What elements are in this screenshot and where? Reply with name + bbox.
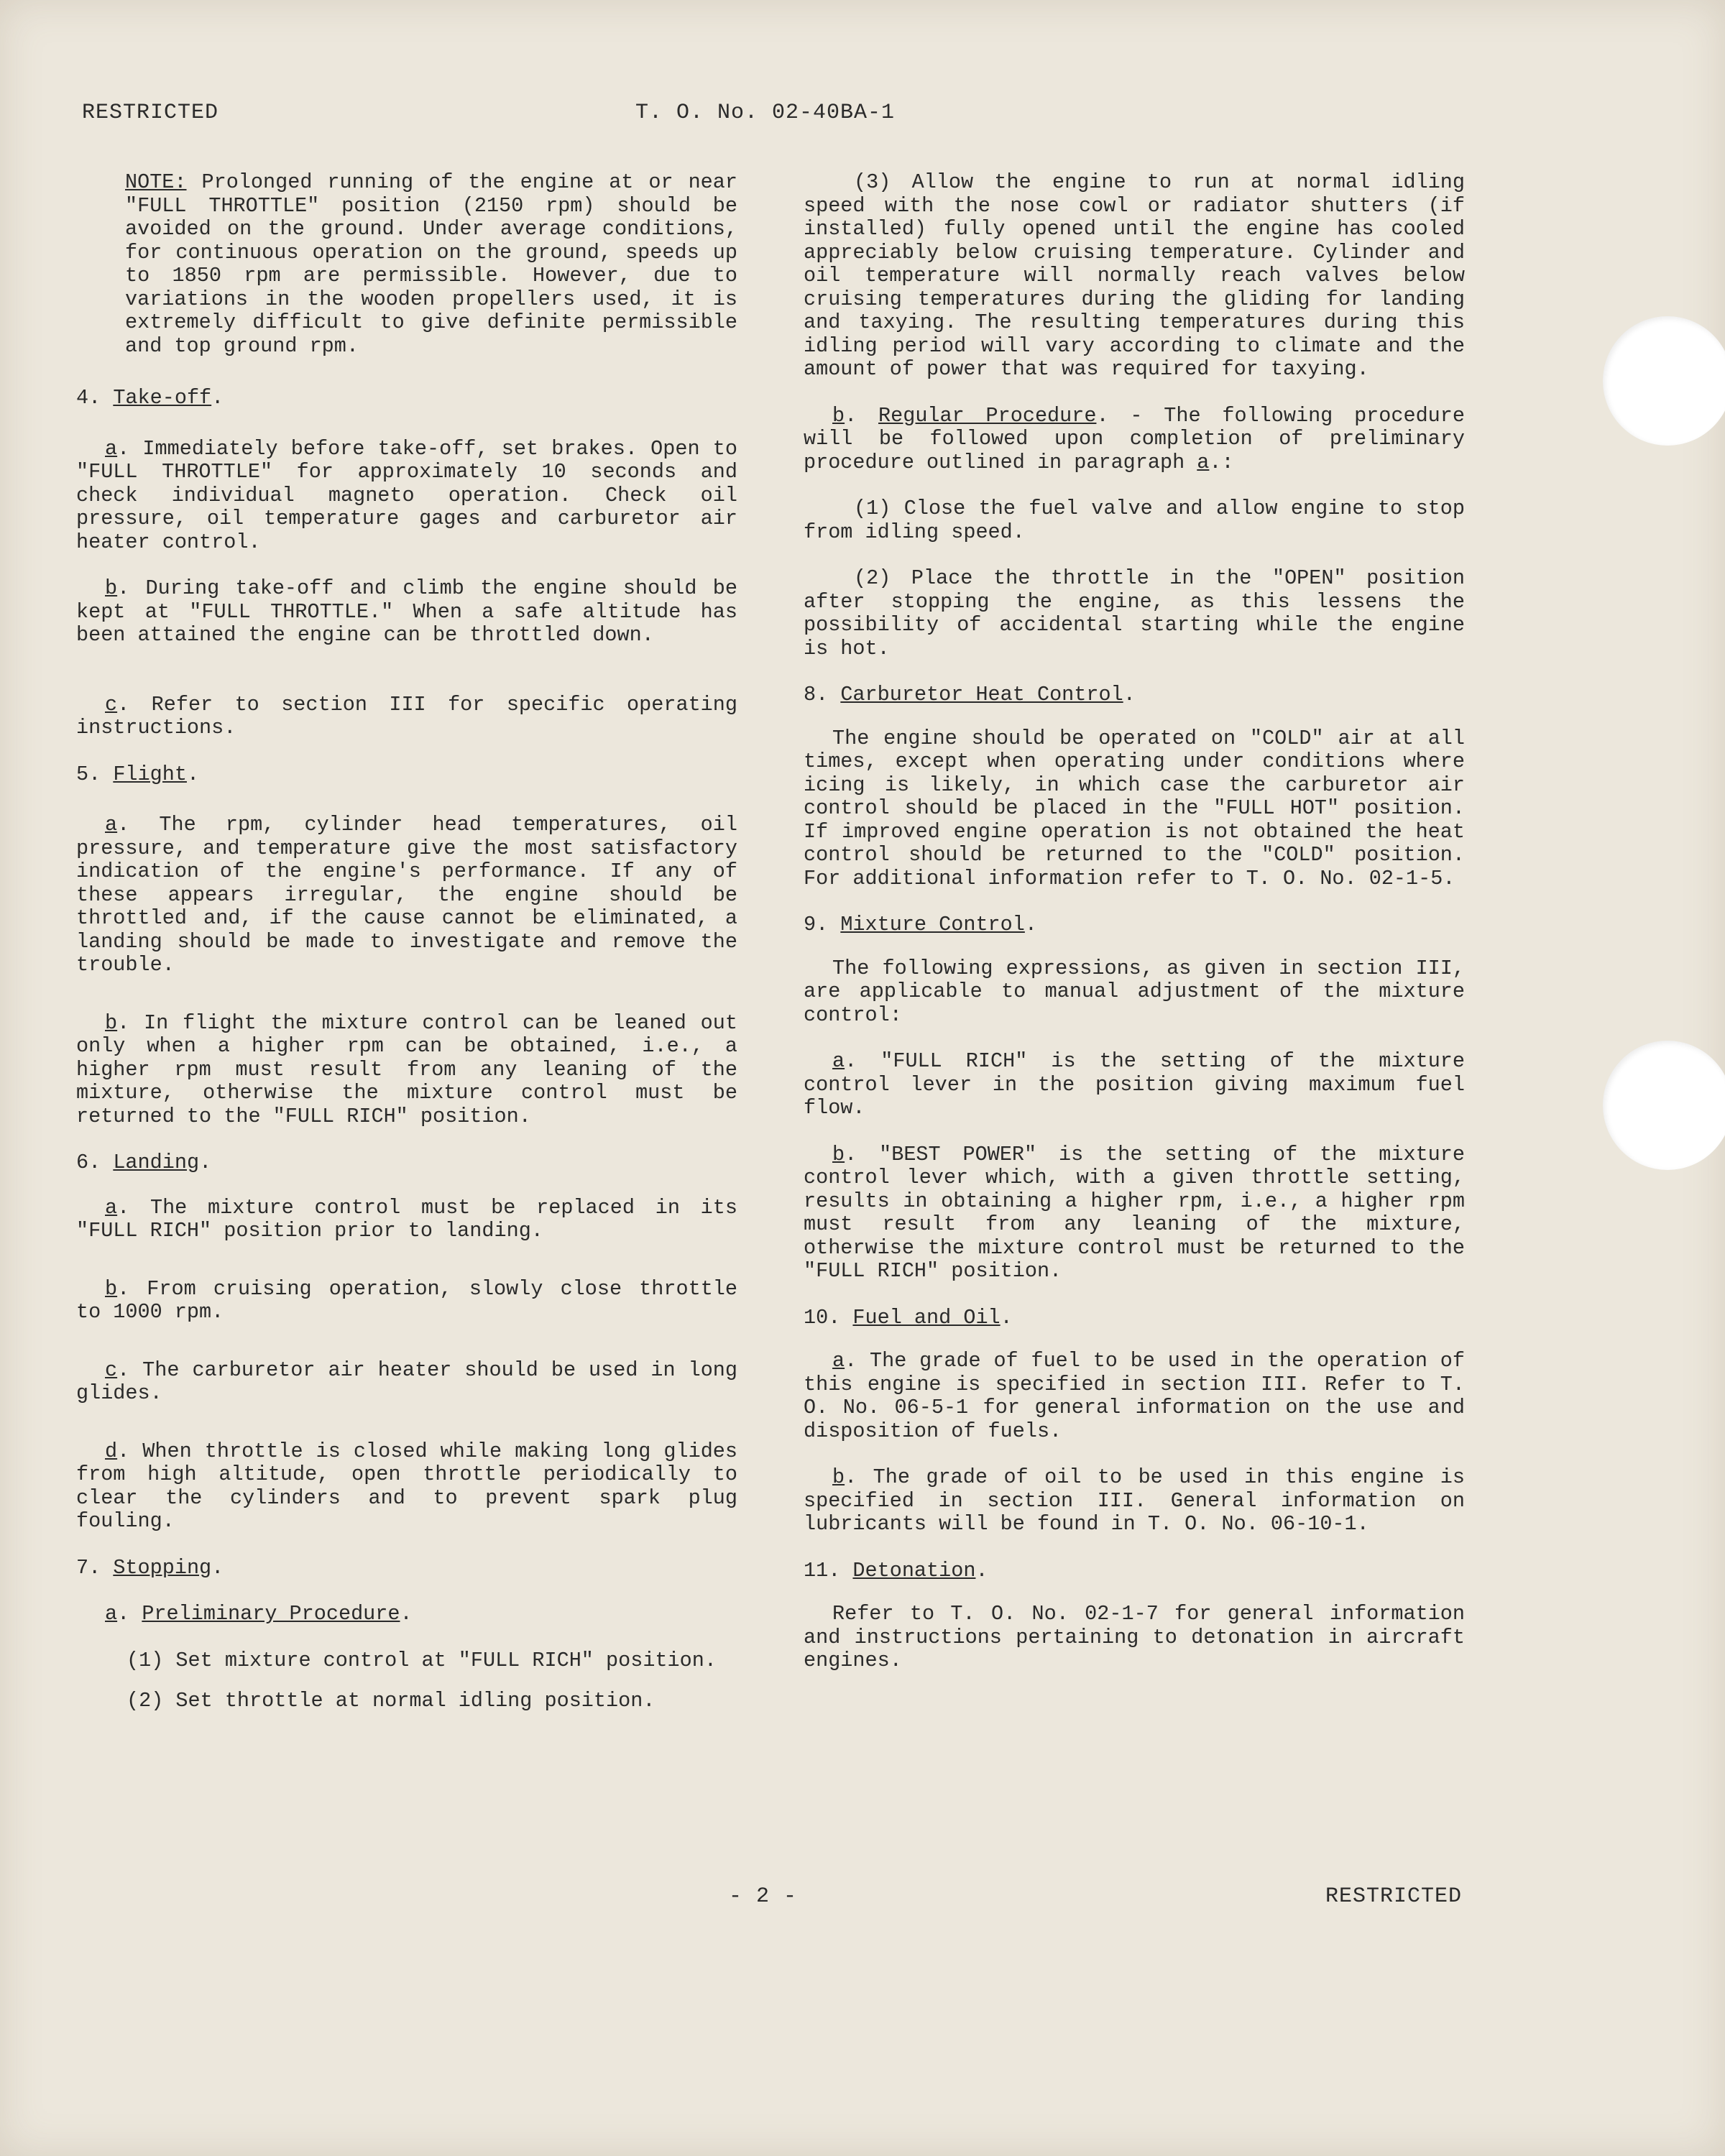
section-9a (804, 1050, 1465, 1120)
section-7b-1: (1) Close the fuel valve and allow engine to stop from idling speed. (804, 497, 1465, 544)
section-7b-2: (2) Place the throttle in the "OPEN" position after stopping the engine, as this lessens the possibility of accidental starting while the engine is hot. (804, 566, 1465, 660)
section-6d (76, 1440, 737, 1534)
right-column (804, 171, 1465, 1696)
section-title: Carburetor Heat Control (840, 683, 1123, 706)
item-text-end: .: (1209, 450, 1234, 474)
section-11-text: Refer to T. O. No. 02-1-7 for general information and instructions pertaining to detonation in aircraft engines. (804, 1602, 1465, 1672)
item-letter: c (105, 1358, 118, 1382)
section-5a (76, 814, 737, 977)
page-footer (82, 1884, 1462, 1913)
note-text: Prolonged running of the engine at or near "FULL THROTTLE" position (2150 rpm) should be avoided on the ground. Under average conditions, for continuous operation on the ground, speeds up to 1850 rpm are permissible. However, due to variations in the wooden propellers used, it is extremely difficult to give definite permissible and top ground rpm. (125, 170, 737, 358)
item-letter: b (105, 1276, 118, 1301)
section-number: 8. (804, 683, 829, 706)
item-letter: b (105, 576, 118, 600)
item-letter: c (105, 692, 118, 717)
item-letter: d (105, 1439, 118, 1463)
section-6b (76, 1278, 737, 1325)
section-title: Detonation (852, 1558, 976, 1583)
item-title: Regular Procedure (878, 403, 1097, 428)
item-text: . When throttle is closed while making long glides from high altitude, open throttle periodically to clear the cylinders and to prevent spark plug fouling. (76, 1439, 737, 1533)
section-number: 11. (804, 1558, 841, 1583)
section-title: Flight (113, 762, 187, 786)
section-4b (76, 577, 737, 648)
item-letter: a (832, 1349, 845, 1373)
section-10b (804, 1466, 1465, 1537)
section-9-text: The following expressions, as given in section III, are applicable to manual adjustment of the mixture control: (804, 956, 1465, 1027)
section-title: Take-off (113, 386, 212, 410)
item-letter: a (832, 1049, 845, 1073)
paragraph-reference: a (1197, 450, 1210, 474)
item-letter: b (105, 1010, 118, 1035)
section-7a-3: (3) Allow the engine to run at normal idling speed with the nose cowl or radiator shutters (if installed) fully opened until the engine has cooled appreciably below cruising temperature. Cylinder and oil temperature will normally reach valves below cruising temperatures during the gliding for landing and taxying. The resulting temperatures during this idling period will vary according to climate and the amount of power that was required for taxying. (804, 170, 1465, 381)
section-4-heading: 4. Take-off. (76, 386, 224, 410)
section-number: 9. (804, 913, 829, 936)
footer-classification: RESTRICTED (1325, 1884, 1462, 1909)
section-number: 6. (76, 1151, 101, 1174)
item-title: Preliminary Procedure (142, 1602, 400, 1626)
section-7b: b. Regular Procedure. - The following procedure will be followed upon completion of preliminary procedure outlined in paragraph a.: (804, 403, 1465, 474)
section-4c (76, 694, 737, 740)
item-text: . In flight the mixture control can be leaned out only when a higher rpm can be obtained, i.e., a higher rpm must result from any leaning of the mixture, otherwise the mixture control must be returned to the "FULL RICH" position. (76, 1010, 737, 1128)
section-9-heading: 9. Mixture Control. (804, 913, 1037, 936)
section-5b (76, 1012, 737, 1129)
section-6-heading: 6. Landing. (76, 1151, 212, 1174)
section-number: 7. (76, 1555, 101, 1580)
note-label: NOTE: (125, 170, 187, 194)
item-text: . The mixture control must be replaced in its "FULL RICH" position prior to landing. (76, 1195, 737, 1243)
left-column (76, 171, 737, 1736)
binder-hole-top (1603, 316, 1725, 446)
item-letter: a (105, 1195, 118, 1220)
binder-hole-middle (1603, 1041, 1725, 1170)
header-classification: RESTRICTED (82, 101, 219, 125)
item-text: . "BEST POWER" is the setting of the mixture control lever which, with a given throttle setting, results in obtaining a higher rpm, i.e., a higher rpm must result from any leaning of the mixture, otherwise the mixture control must be returned to the "FULL RICH" position. (804, 1142, 1465, 1283)
section-6a (76, 1197, 737, 1243)
item-text: . Refer to section III for specific operating instructions. (76, 692, 737, 740)
section-11-heading: 11. Detonation. (804, 1558, 988, 1583)
section-number: 4. (76, 386, 101, 410)
item-text: . Immediately before take-off, set brakes. Open to "FULL THROTTLE" for approximately 10 seconds and check individual magneto operation. Check oil pressure, oil temperature gages and carburetor air heater control. (76, 436, 737, 554)
section-7a-1: (1) Set mixture control at "FULL RICH" position. (126, 1648, 717, 1672)
page-header (82, 101, 1452, 129)
section-8-heading: 8. Carburetor Heat Control. (804, 683, 1136, 706)
section-4a (76, 438, 737, 555)
item-text: . The grade of fuel to be used in the operation of this engine is specified in section III. Refer to T. O. No. 06-5-1 for general information on the use and disposition of fuels. (804, 1349, 1465, 1443)
item-text: . The rpm, cylinder head temperatures, oil pressure, and temperature give the most satisfactory indication of the engine's performance. If any of these appears irregular, the engine should be throttled and, if the cause cannot be eliminated, a landing should be made to investigate and remove the trouble. (76, 813, 737, 977)
section-10-heading: 10. Fuel and Oil. (804, 1305, 1013, 1330)
item-text: . During take-off and climb the engine should be kept at "FULL THROTTLE." When a safe altitude has been attained the engine can be throttled down. (76, 576, 737, 647)
section-7a-2: (2) Set throttle at normal idling position. (126, 1689, 656, 1713)
item-letter: b (832, 1142, 845, 1166)
item-letter: a (105, 1602, 118, 1626)
item-text: . - The following procedure will be followed upon completion of preliminary procedure outlined in paragraph (804, 403, 1465, 474)
section-8-text: The engine should be operated on "COLD" air at all times, except when operating under conditions where icing is likely, in which case the carburetor air control should be placed in the "FULL HOT" position. If improved engine operation is not obtained the heat control should be returned to the "COLD" position. For additional information refer to T. O. No. 02-1-5. (804, 726, 1465, 890)
item-text: . "FULL RICH" is the setting of the mixture control lever in the position giving maximum fuel flow. (804, 1049, 1465, 1120)
item-letter: a (105, 813, 118, 837)
item-letter: b (832, 1465, 845, 1489)
section-title: Landing (113, 1151, 200, 1174)
section-10a (804, 1350, 1465, 1443)
section-number: 10. (804, 1305, 841, 1330)
section-title: Mixture Control (840, 913, 1025, 936)
section-7-heading: 7. Stopping. (76, 1555, 224, 1580)
page-number: - 2 - (729, 1884, 798, 1909)
item-text: . From cruising operation, slowly close throttle to 1000 rpm. (76, 1276, 737, 1324)
section-9b (804, 1143, 1465, 1284)
section-6c (76, 1359, 737, 1406)
item-text: . The carburetor air heater should be used in long glides. (76, 1358, 737, 1405)
item-letter: b (832, 403, 845, 428)
note-paragraph (76, 171, 737, 358)
section-title: Fuel and Oil (852, 1305, 1000, 1330)
item-letter: a (105, 436, 118, 461)
item-text: . The grade of oil to be used in this engine is specified in section III. General information on lubricants will be found in T. O. No. 06-10-1. (804, 1465, 1465, 1536)
header-document-number: T. O. No. 02-40BA-1 (635, 101, 896, 125)
section-7a-heading: a. Preliminary Procedure. (105, 1602, 413, 1626)
section-5-heading: 5. Flight. (76, 762, 200, 786)
section-title: Stopping (113, 1555, 212, 1580)
section-number: 5. (76, 762, 101, 786)
